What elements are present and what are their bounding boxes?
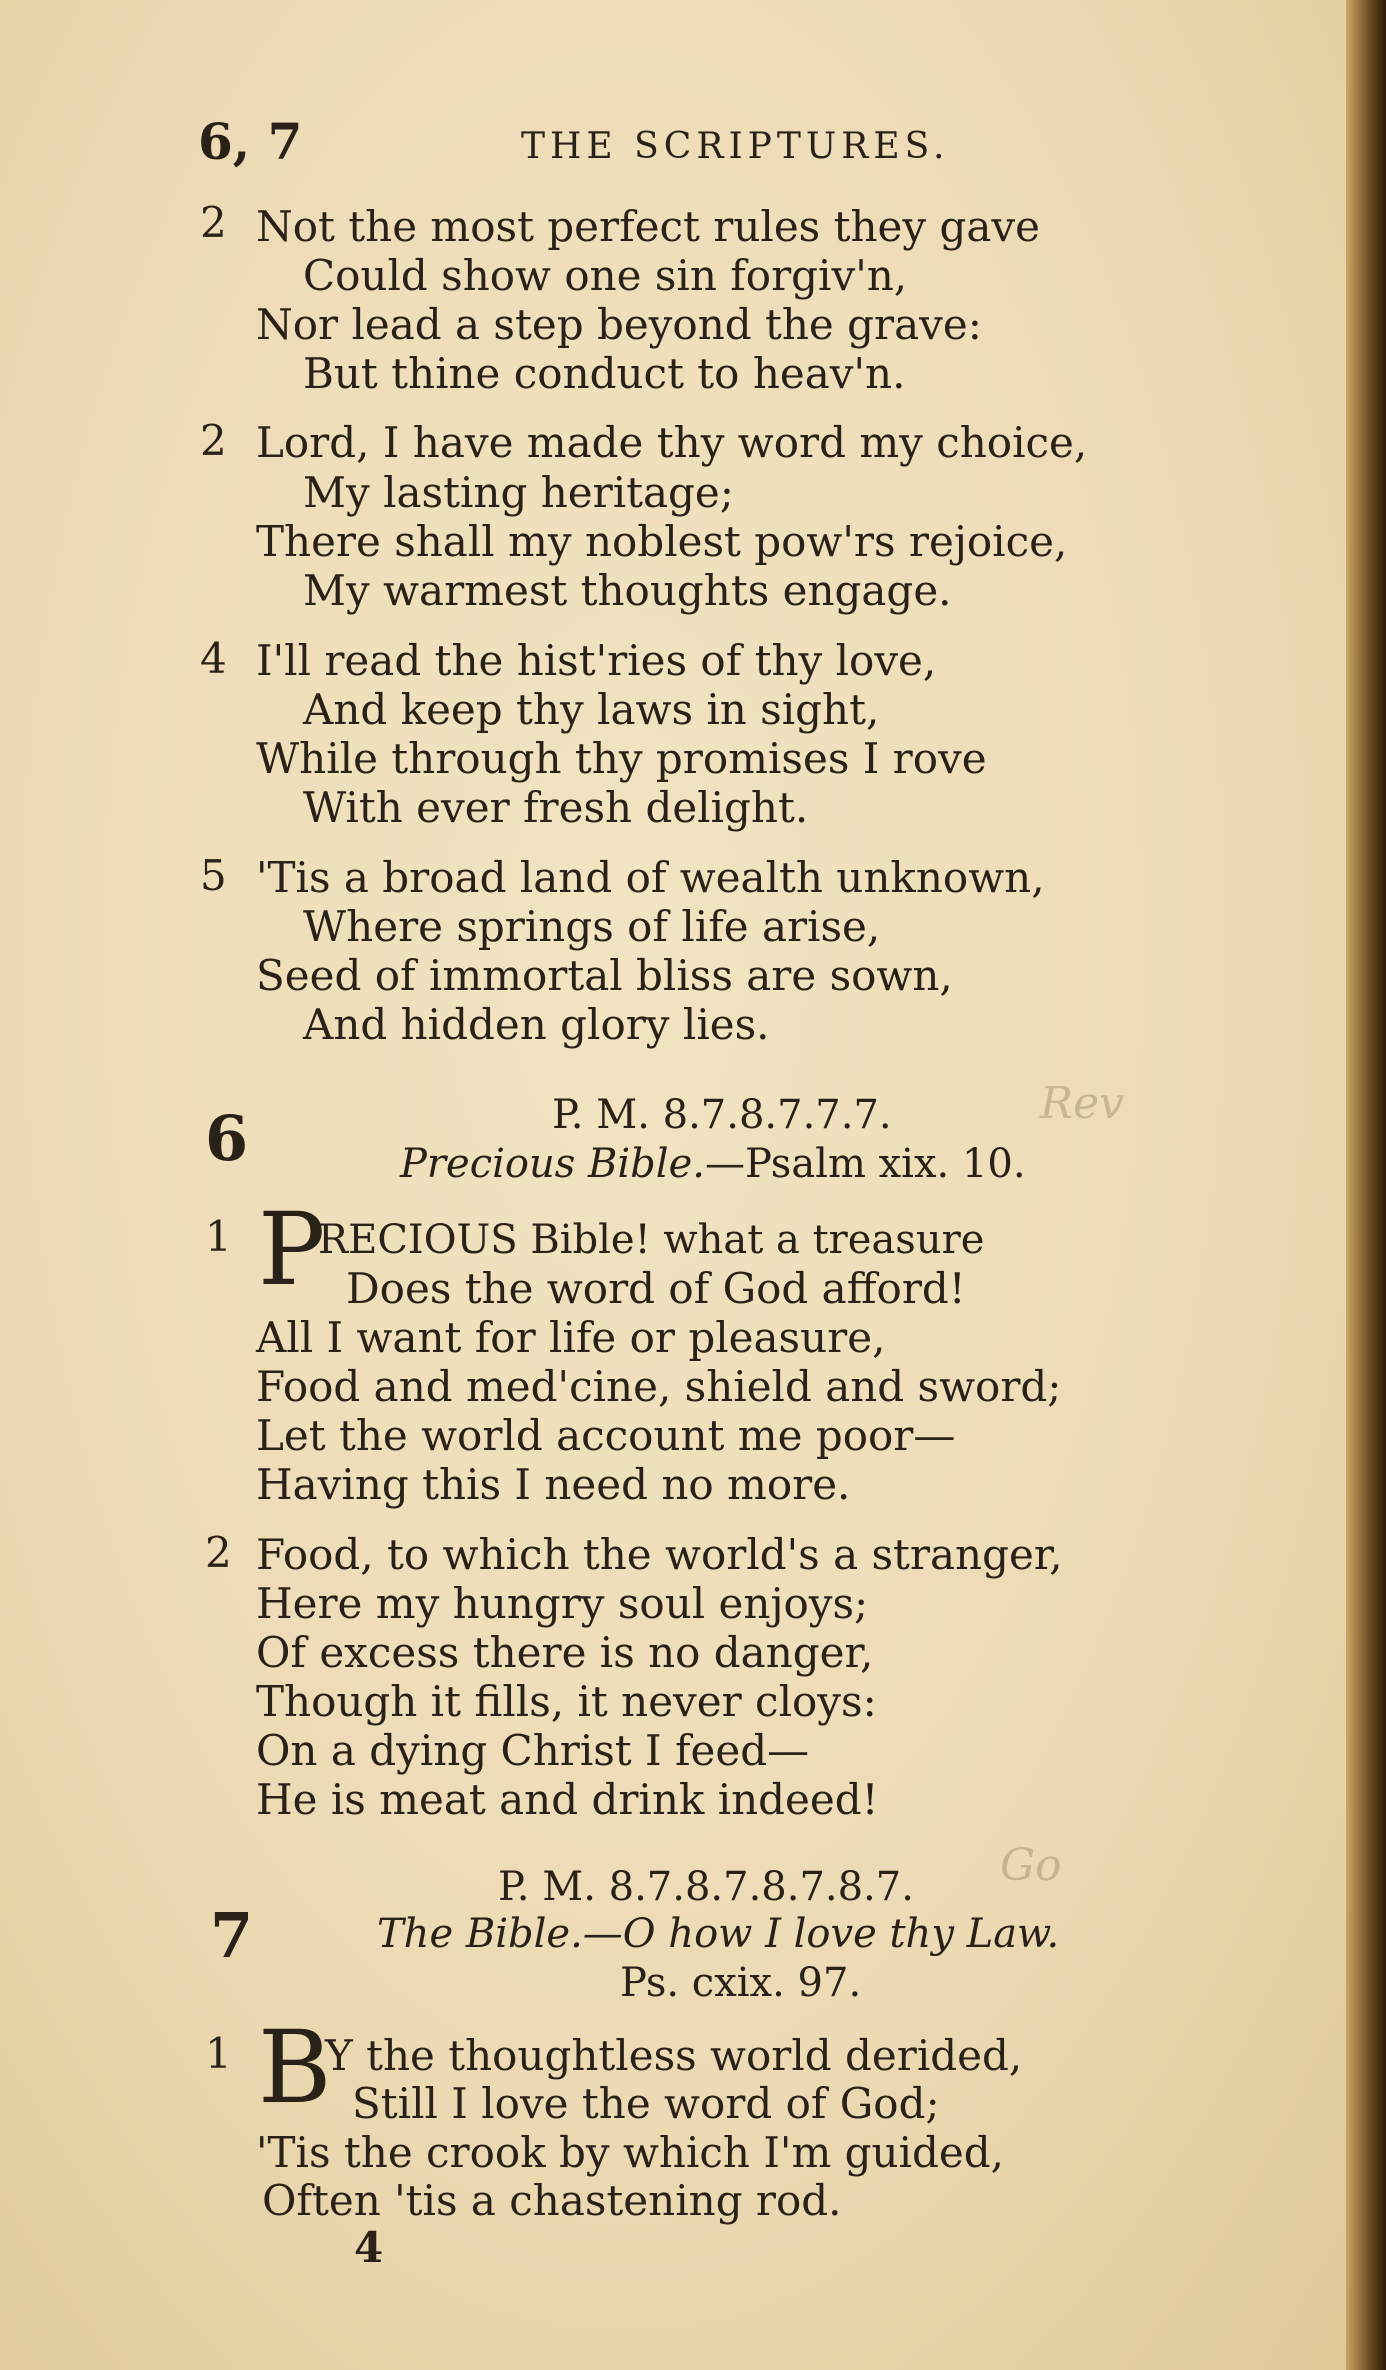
verse-line: Still I love the word of God;: [352, 2079, 940, 2128]
verse-line: All I want for life or pleasure,: [256, 1313, 886, 1362]
hymn-number: 7: [210, 1899, 254, 1972]
hymn-subtitle: [400, 1141, 1026, 1187]
verse-line: On a dying Christ I feed—: [256, 1726, 810, 1775]
scripture-reference: —Psalm xix. 10.: [704, 1141, 1026, 1187]
hymn-title: Precious Bible.: [400, 1141, 705, 1187]
verse-line: Does the word of God afford!: [346, 1264, 966, 1313]
verse-line: But thine conduct to heav'n.: [303, 349, 906, 398]
verse-line: Food, to which the world's a stranger,: [256, 1530, 1063, 1579]
verse-number: 2: [205, 1528, 232, 1577]
meter-line: P. M. 8.7.8.7.7.7.: [552, 1092, 892, 1138]
drop-cap: P: [258, 1191, 326, 1308]
scripture-reference: Ps. cxix. 97.: [620, 1960, 862, 2006]
signature-mark: 4: [354, 2223, 384, 2272]
pencil-annotation: Go: [1000, 1840, 1062, 1891]
verse-line: And keep thy laws in sight,: [303, 685, 880, 734]
verse-line: My lasting heritage;: [303, 468, 734, 517]
verse-line: Here my hungry soul enjoys;: [256, 1579, 869, 1628]
verse-line: Though it fills, it never cloys:: [256, 1677, 877, 1726]
verse-number: 4: [200, 634, 227, 683]
pencil-annotation: Rev: [1040, 1078, 1125, 1129]
verse-line: While through thy promises I rove: [256, 734, 987, 783]
verse-line: I'll read the hist'ries of thy love,: [256, 636, 937, 685]
verse-line: RECIOUS Bible! what a treasure: [318, 1217, 985, 1263]
verse-line: My warmest thoughts engage.: [303, 566, 952, 615]
hymn-number: 6: [205, 1102, 249, 1175]
verse-number: 5: [200, 851, 227, 900]
verse-number: 1: [205, 1212, 232, 1261]
hymn-title: The Bible.—O how I love thy Law.: [377, 1911, 1060, 1957]
verse-line: There shall my noblest pow'rs rejoice,: [256, 517, 1068, 566]
verse-line: Of excess there is no danger,: [256, 1628, 874, 1677]
verse-line: Having this I need no more.: [256, 1460, 851, 1509]
verse-line: Lord, I have made thy word my choice,: [256, 418, 1088, 467]
verse-line: With ever fresh delight.: [303, 783, 809, 832]
verse-number: 1: [205, 2029, 232, 2078]
verse-line: And hidden glory lies.: [303, 1000, 770, 1049]
page-range: 6, 7: [198, 112, 303, 171]
verse-line: Not the most perfect rules they gave: [256, 202, 1040, 251]
verse-line: 'Tis the crook by which I'm guided,: [256, 2128, 1004, 2177]
page-header: [198, 112, 998, 172]
verse-line: Often 'tis a chastening rod.: [262, 2176, 842, 2225]
verse-line: Y the thoughtless world derided,: [325, 2031, 1023, 2080]
verse-number: 2: [200, 198, 227, 247]
verse-line: He is meat and drink indeed!: [256, 1775, 879, 1824]
verse-line: Seed of immortal bliss are sown,: [256, 951, 953, 1000]
meter-line: P. M. 8.7.8.7.8.7.8.7.: [498, 1864, 914, 1910]
verse-line: Where springs of life arise,: [303, 902, 881, 951]
verse-line: Could show one sin forgiv'n,: [303, 251, 908, 300]
running-title: THE SCRIPTURES.: [521, 126, 950, 167]
verse-line: Let the world account me poor—: [256, 1411, 956, 1460]
verse-line: 'Tis a broad land of wealth unknown,: [256, 853, 1045, 902]
verse-line: Nor lead a step beyond the grave:: [256, 300, 982, 349]
book-spine-shadow: [1346, 0, 1386, 2370]
drop-cap: B: [258, 2009, 332, 2126]
verse-number: 2: [200, 416, 227, 465]
verse-line: Food and med'cine, shield and sword;: [256, 1362, 1062, 1411]
